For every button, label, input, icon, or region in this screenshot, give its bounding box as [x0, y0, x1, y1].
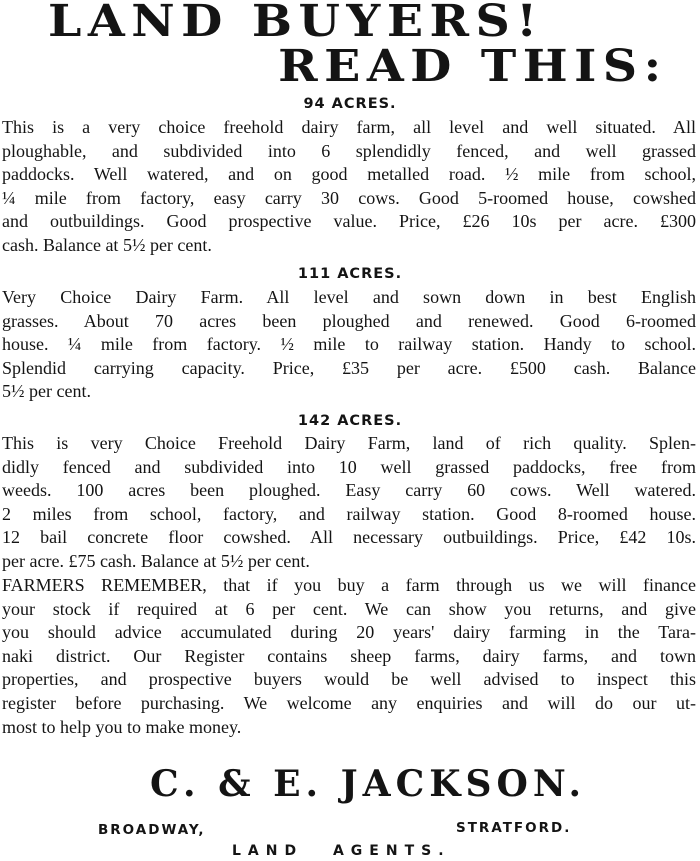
- listing-heading-111-acres: 111 ACRES.: [297, 266, 403, 282]
- text-line: This is very Choice Freehold Dairy Farm, land of rich quality. Splen-: [2, 433, 696, 453]
- text-line: Splendid carrying capacity. Price, £35 per acre. £500 cash. Balance: [2, 357, 696, 378]
- text-line: 5½ per cent.: [2, 381, 91, 402]
- listing-heading-142-acres: 142 ACRES.: [297, 413, 403, 429]
- text-line: This is a very choice freehold dairy farm, all level and well situated. All: [2, 117, 696, 137]
- closing-paragraph: [2, 574, 696, 739]
- headline-read-this: READ THIS:: [278, 41, 668, 92]
- firm-name: C. & E. JACKSON.: [149, 763, 587, 805]
- text-line: properties, and prospective buyers would be well advised to inspect this: [2, 669, 696, 690]
- text-line: 2 miles from school, factory, and railway station. Good 8-roomed house.: [2, 503, 696, 524]
- text-line: your stock if required at 6 per cent. We can show you returns, and give: [2, 598, 696, 619]
- text-line: paddocks. Well watered, and on good metalled road. ½ mile from school,: [2, 164, 696, 185]
- text-line: you should advice accumulated during 20 years' dairy farming in the Tara-: [2, 622, 696, 643]
- text-line: cash. Balance at 5½ per cent.: [2, 234, 212, 255]
- text-line: weeds. 100 acres been ploughed. Easy carry 60 cows. Well watered.: [2, 480, 696, 501]
- listing-heading-94-acres: 94 ACRES.: [303, 96, 397, 112]
- firm-role: LAND AGENTS.: [232, 843, 451, 859]
- text-line: ¼ mile from factory, easy carry 30 cows. Good 5-roomed house, cowshed: [2, 187, 696, 208]
- text-line: ploughable, and subdivided into 6 splendidly fenced, and well grassed: [2, 140, 696, 161]
- text-line: register before purchasing. We welcome any enquiries and will do our ut-: [2, 692, 696, 713]
- firm-street: BROADWAY,: [98, 822, 206, 838]
- listing-description-111-acres: [2, 286, 696, 404]
- text-line: house. ¼ mile from factory. ½ mile to railway station. Handy to school.: [2, 334, 696, 355]
- firm-name-block: [98, 762, 638, 806]
- text-line: 12 bail concrete floor cowshed. All necessary outbuildings. Price, £42 10s.: [2, 527, 696, 548]
- text-line: per acre. £75 cash. Balance at 5½ per cent.: [2, 550, 310, 571]
- text-line: naki district. Our Register contains sheep farms, dairy farms, and town: [2, 645, 696, 666]
- text-line: FARMERS REMEMBER, that if you buy a farm through us we will finance: [2, 575, 696, 595]
- text-line: Very Choice Dairy Farm. All level and sown down in best English: [2, 287, 696, 307]
- text-line: grasses. About 70 acres been ploughed and renewed. Good 6-roomed: [2, 310, 696, 331]
- headline-land-buyers: LAND BUYERS!: [48, 0, 544, 47]
- text-line: most to help you to make money.: [2, 716, 242, 737]
- listing-description-94-acres: [2, 116, 696, 258]
- firm-town: STRATFORD.: [456, 820, 572, 836]
- text-line: and outbuildings. Good prospective value. Price, £26 10s per acre. £300: [2, 211, 696, 232]
- text-line: didly fenced and subdivided into 10 well grassed paddocks, free from: [2, 456, 696, 477]
- listing-description-142-acres: [2, 432, 696, 574]
